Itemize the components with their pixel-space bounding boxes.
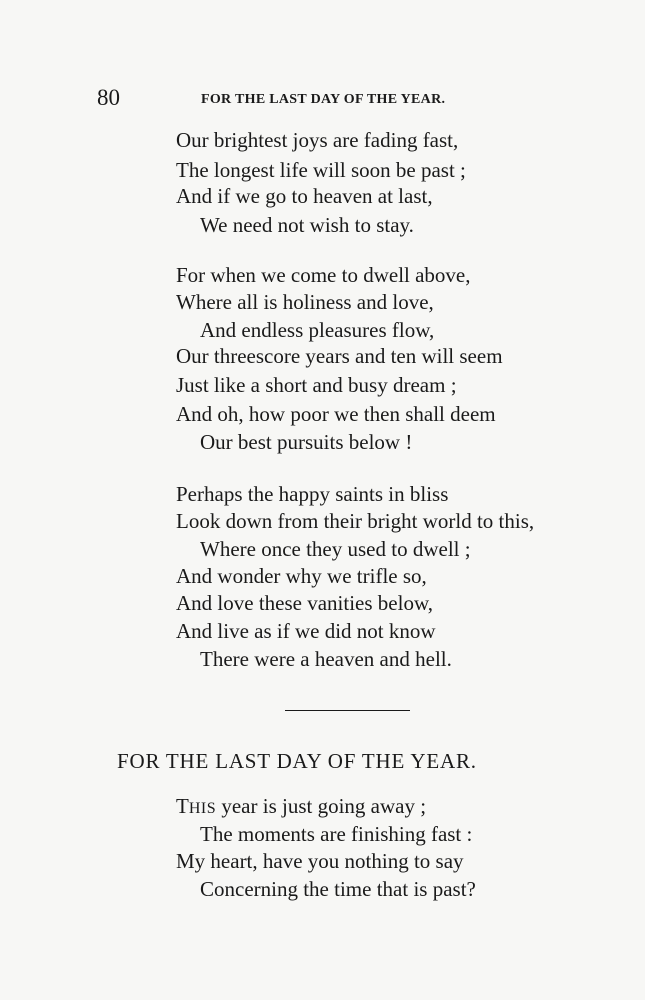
verse-line: The longest life will soon be past ; (176, 158, 466, 182)
verse-line: And oh, how poor we then shall deem (176, 402, 496, 426)
verse-line: Where all is holiness and love, (176, 290, 434, 314)
verse-line: And endless pleasures flow, (200, 318, 435, 342)
verse-line: Our brightest joys are fading fast, (176, 128, 459, 152)
verse-line: There were a heaven and hell. (200, 647, 452, 671)
verse-line: Look down from their bright world to this, (176, 509, 535, 533)
verse-line: Our best pursuits below ! (200, 430, 413, 454)
first-line-text: year is just going away ; (216, 794, 427, 818)
verse-line: For when we come to dwell above, (176, 263, 471, 287)
verse-line: Where once they used to dwell ; (200, 537, 471, 561)
page-number: 80 (97, 85, 120, 110)
verse-line: And live as if we did not know (176, 619, 436, 643)
running-head: FOR THE LAST DAY OF THE YEAR. (201, 92, 446, 107)
verse-line: Just like a short and busy dream ; (176, 373, 457, 397)
verse-line: And wonder why we trifle so, (176, 564, 427, 588)
verse-line: My heart, have you nothing to say (176, 849, 464, 873)
verse-line: And love these vanities below, (176, 591, 433, 615)
verse-line: And if we go to heaven at last, (176, 184, 433, 208)
section-divider (285, 710, 410, 711)
verse-line: Our threescore years and ten will seem (176, 344, 503, 368)
small-caps-word: HIS (188, 800, 217, 817)
verse-line: Concerning the time that is past? (200, 877, 476, 901)
poem-title: FOR THE LAST DAY OF THE YEAR. (117, 749, 477, 773)
verse-line: Perhaps the happy saints in bliss (176, 482, 449, 506)
verse-line: We need not wish to stay. (200, 213, 414, 237)
verse-line-first (176, 793, 426, 822)
verse-line: The moments are finishing fast : (200, 822, 473, 846)
drop-initial: T (176, 794, 189, 818)
